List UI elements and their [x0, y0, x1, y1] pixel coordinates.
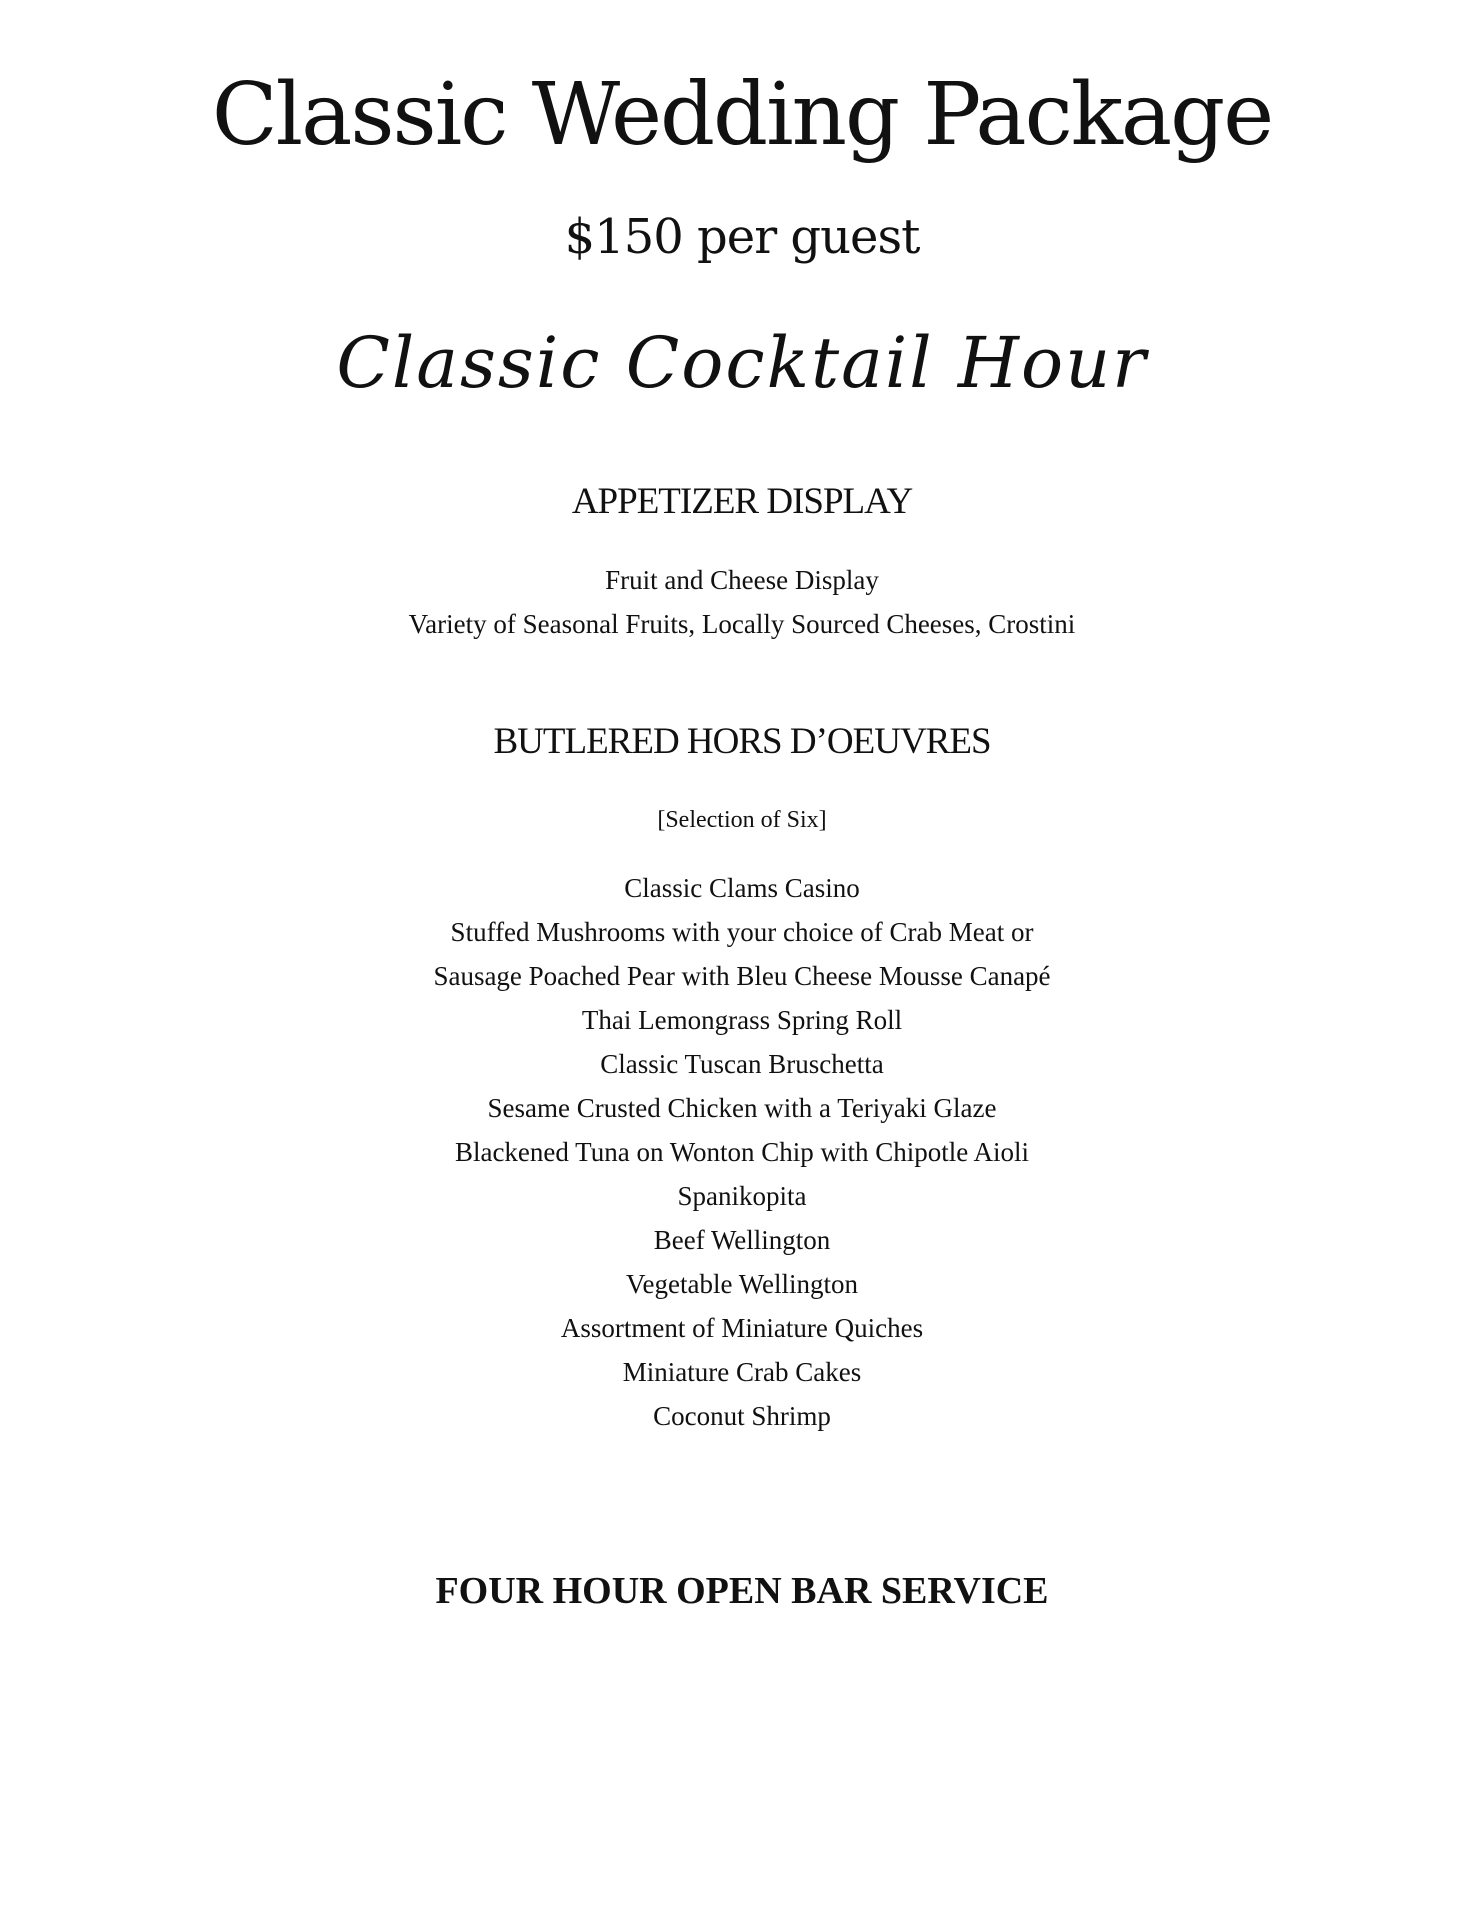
list-item: Sausage Poached Pear with Bleu Cheese Mousse Canapé — [433, 961, 1051, 991]
list-item: Classic Clams Casino — [624, 873, 860, 903]
list-item: Spanikopita — [677, 1181, 807, 1211]
butlered-hors-doeuvres-heading: BUTLERED HORS D’OEUVRES — [493, 721, 991, 762]
selection-note: [Selection of Six] — [657, 807, 827, 833]
appetizer-item-description: Variety of Seasonal Fruits, Locally Sourced Cheeses, Crostini — [408, 609, 1076, 639]
hors-doeuvres-list — [0, 866, 1484, 1438]
list-item: Beef Wellington — [653, 1225, 831, 1255]
list-item: Vegetable Wellington — [625, 1269, 859, 1299]
page-title: Classic Wedding Package — [211, 65, 1273, 165]
appetizer-display-heading: APPETIZER DISPLAY — [571, 481, 913, 522]
cocktail-hour-script-heading: Classic Cocktail Hour — [336, 322, 1148, 404]
list-item: Miniature Crab Cakes — [622, 1357, 862, 1387]
appetizer-item-name: Fruit and Cheese Display — [605, 565, 879, 595]
price-per-guest: $150 per guest — [564, 209, 920, 265]
list-item: Thai Lemongrass Spring Roll — [581, 1005, 903, 1035]
open-bar-heading: FOUR HOUR OPEN BAR SERVICE — [435, 1570, 1049, 1612]
list-item: Sesame Crusted Chicken with a Teriyaki Glaze — [487, 1093, 997, 1123]
list-item: Assortment of Miniature Quiches — [560, 1313, 924, 1343]
list-item: Blackened Tuna on Wonton Chip with Chipotle Aioli — [454, 1137, 1030, 1167]
list-item: Coconut Shrimp — [653, 1401, 831, 1431]
list-item: Stuffed Mushrooms with your choice of Crab Meat or — [450, 917, 1034, 947]
list-item: Classic Tuscan Bruschetta — [600, 1049, 884, 1079]
appetizer-display-details — [0, 558, 1484, 646]
